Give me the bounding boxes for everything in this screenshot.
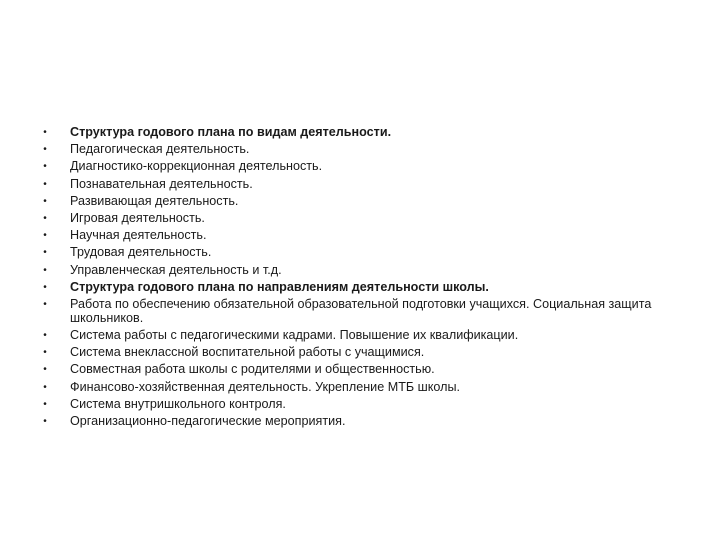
bullet-icon: • <box>43 330 47 342</box>
list-item-text: Познавательная деятельность. <box>70 176 253 191</box>
bullet-icon: • <box>43 195 47 207</box>
list-item-text: Научная деятельность. <box>70 228 207 243</box>
list-item <box>40 141 680 158</box>
list-item-text: Педагогическая деятельность. <box>70 142 250 157</box>
list-item <box>40 396 680 413</box>
section-heading: Структура годового плана по видам деятельности. <box>70 125 392 139</box>
bullet-icon: • <box>43 364 47 376</box>
list-item <box>40 158 680 175</box>
list-item-text: Совместная работа школы с родителями и общественностью. <box>70 362 435 377</box>
bullet-icon: • <box>43 161 47 173</box>
list-item-text: Работа по обеспечению обязательной образовательной подготовки учащихся. Социальная защита школьников. <box>70 297 652 326</box>
list-item <box>40 327 680 344</box>
list-item-text: Финансово-хозяйственная деятельность. Укрепление МТБ школы. <box>70 379 461 394</box>
list-item-text: Система внутришкольного контроля. <box>70 396 286 411</box>
section-heading: Структура годового плана по направлениям деятельности школы. <box>70 279 489 294</box>
list-item-text: Трудовая деятельность. <box>70 245 212 260</box>
list-item <box>40 176 680 193</box>
bullet-icon: • <box>43 281 47 293</box>
list-item-text: Управленческая деятельность и т.д. <box>70 262 282 277</box>
bullet-icon: • <box>43 398 47 410</box>
list-item <box>40 279 680 296</box>
list-item <box>40 379 680 396</box>
list-item-text: Организационно-педагогические мероприятия. <box>70 414 346 429</box>
bullet-icon: • <box>43 230 47 242</box>
list-item-text: Развивающая деятельность. <box>70 193 239 208</box>
list-item-text: Диагностико-коррекционная деятельность. <box>70 159 323 174</box>
list-item <box>40 193 680 210</box>
list-item <box>40 262 680 279</box>
list-item <box>40 361 680 378</box>
bullet-icon: • <box>43 381 47 393</box>
bullet-icon: • <box>43 264 47 276</box>
list-item <box>40 344 680 361</box>
list-item <box>40 210 680 227</box>
bullet-icon: • <box>43 178 47 190</box>
bullet-icon: • <box>43 299 47 311</box>
bullet-list <box>40 124 680 430</box>
list-item <box>40 244 680 261</box>
bullet-icon: • <box>43 416 47 428</box>
bullet-icon: • <box>43 347 47 359</box>
list-item <box>40 296 680 327</box>
bullet-icon: • <box>43 127 47 138</box>
list-item <box>40 413 680 430</box>
bullet-icon: • <box>43 213 47 225</box>
list-item <box>40 124 680 141</box>
list-item-text: Система работы с педагогическими кадрами. Повышение их квалификации. <box>70 328 519 343</box>
list-item <box>40 227 680 244</box>
bullet-icon: • <box>43 247 47 259</box>
bullet-icon: • <box>43 144 47 156</box>
list-item-text: Игровая деятельность. <box>70 211 205 226</box>
list-item-text: Система внеклассной воспитательной работы с учащимися. <box>70 345 425 360</box>
